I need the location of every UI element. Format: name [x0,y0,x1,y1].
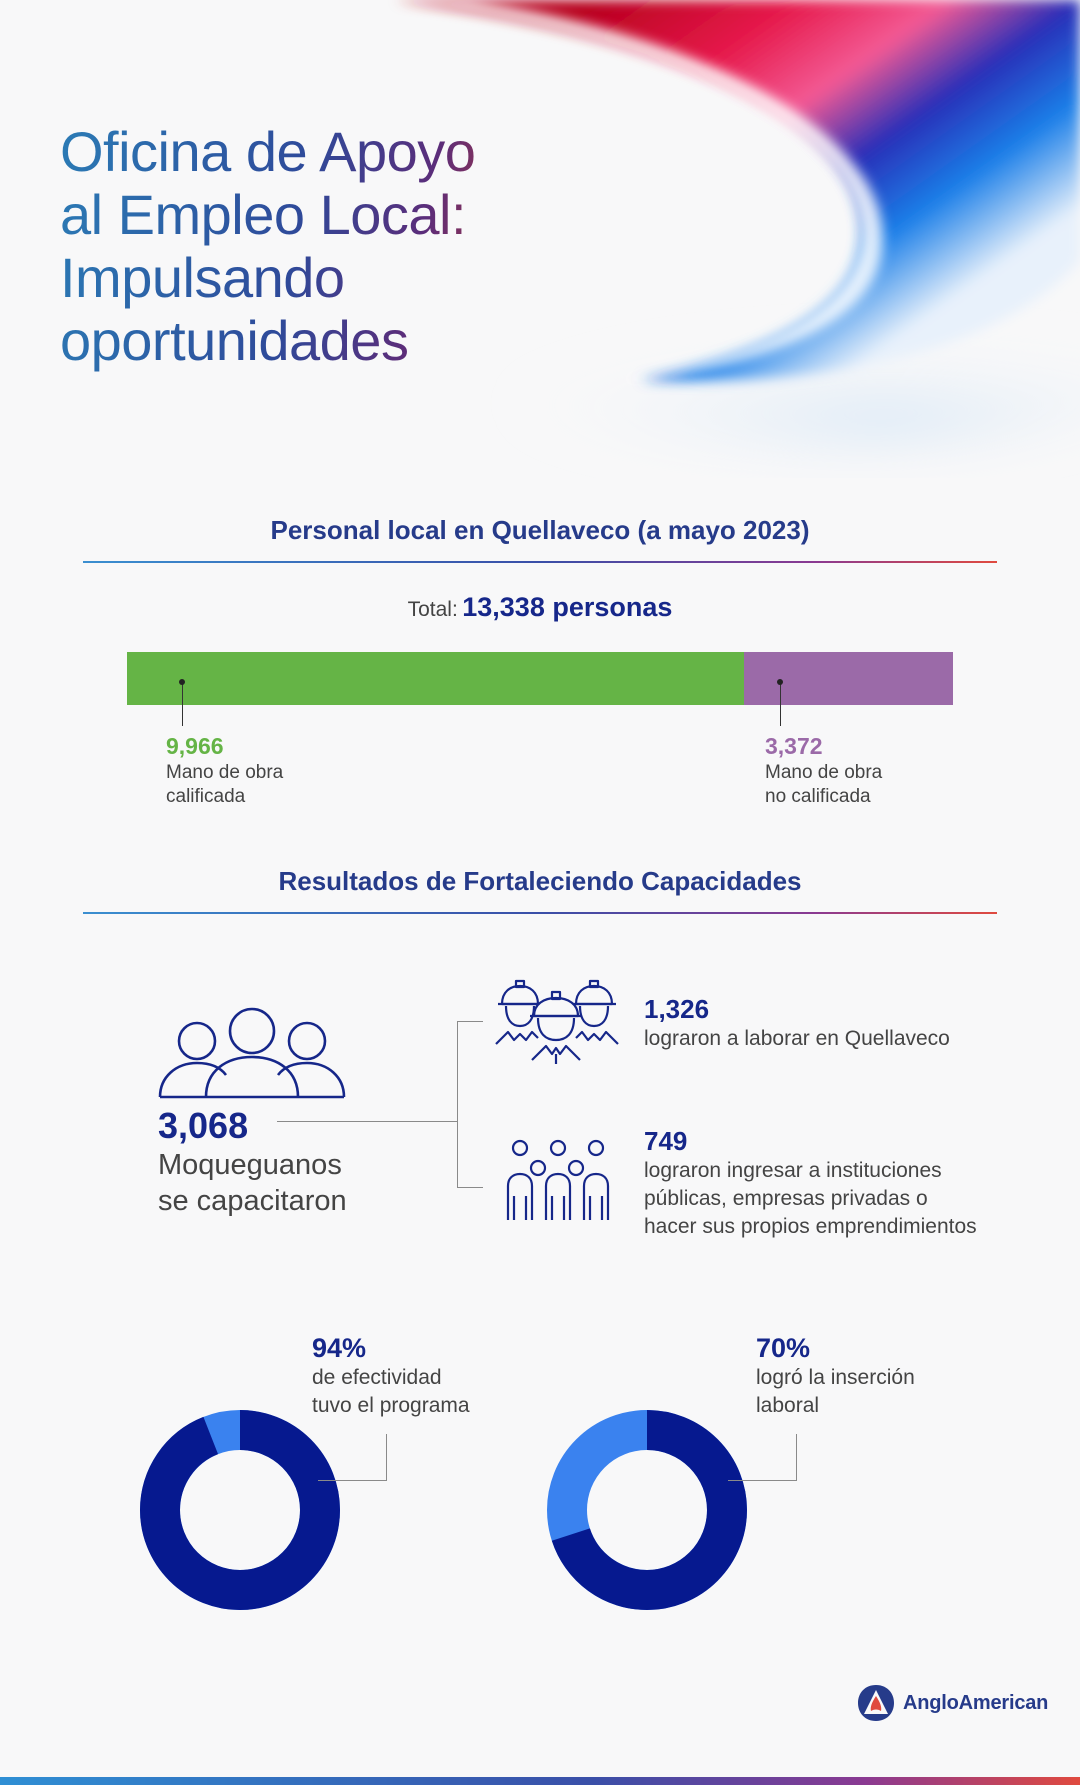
ingresaron-label [644,1157,977,1241]
bottom-gradient-bar [0,1777,1080,1785]
no-calificada-value: 3,372 [765,733,823,759]
insercion-label-line-1: logró la inserción [756,1366,915,1389]
efectividad-value: 94% [312,1333,367,1363]
title-line-3: Impulsando [60,246,345,309]
no-calificada-pointer-line [780,682,781,726]
total-value: 13,338 personas [462,592,673,622]
no-calificada-label [765,761,882,809]
capacitados-value: 3,068 [158,1105,249,1146]
insercion-value: 70% [756,1333,811,1363]
anglo-american-logo [855,1682,1048,1724]
capacitados-label [158,1147,347,1219]
capacitados-label-line-1: Moqueguanos [158,1149,342,1181]
total-line [0,592,1080,623]
calificada-label-line-1: Mano de obra [166,762,284,783]
title-line-1: Oficina de Apoyo [60,120,476,183]
efectividad-label [312,1364,470,1420]
efectividad-label-line-1: de efectividad [312,1366,442,1389]
donut-chart-efectividad [130,1400,350,1620]
donut-2-leader-horizontal [728,1480,796,1481]
ingresaron-value: 749 [644,1126,688,1156]
connector-bottom-branch [457,1187,483,1188]
donut-1-leader-horizontal [318,1480,386,1481]
insercion-label [756,1364,915,1420]
crowd-people-icon [502,1138,614,1222]
calificada-value: 9,966 [166,733,224,759]
anglo-american-logo-mark-icon [855,1682,897,1724]
ingresaron-label-line-1: lograron ingresar a instituciones [644,1159,942,1182]
donut-chart-insercion [537,1400,757,1620]
page-title [60,120,580,372]
ingresaron-label-line-2: públicas, empresas privadas o [644,1187,928,1210]
donut-2-leader-vertical [796,1434,797,1481]
donut-efectividad-value-arc [160,1430,320,1590]
bar-segment-calificada [127,652,744,705]
laboraron-value: 1,326 [644,994,710,1024]
insercion-label-line-2: laboral [756,1394,820,1417]
workers-helmet-icon [494,978,620,1066]
ingresaron-label-line-3: hacer sus propios emprendimientos [644,1215,977,1238]
no-calificada-label-line-1: Mano de obra [765,762,883,783]
personal-divider [83,561,997,563]
workforce-stacked-bar [127,652,953,705]
resultados-divider [83,912,997,914]
bar-segment-no-calificada [744,652,953,705]
title-line-4: oportunidades [60,309,409,372]
anglo-american-logo-text: AngloAmerican [903,1691,1049,1714]
calificada-pointer-dot [179,679,185,685]
no-calificada-pointer-dot [777,679,783,685]
total-label: Total: [407,598,458,621]
donut-1-leader-vertical [386,1434,387,1481]
no-calificada-label-line-2: no calificada [765,786,871,807]
resultados-heading: Resultados de Fortaleciendo Capacidades [278,866,802,896]
connector-horizontal [277,1121,457,1122]
capacitados-label-line-2: se capacitaron [158,1185,347,1217]
calificada-label [166,761,283,809]
calificada-label-line-2: calificada [166,786,246,807]
connector-vertical [457,1021,458,1188]
calificada-pointer-line [182,682,183,726]
title-line-2: al Empleo Local: [60,183,467,246]
connector-top-branch [457,1021,483,1022]
laboraron-label: lograron a laborar en Quellaveco [644,1027,950,1050]
people-group-icon [158,1005,346,1100]
personal-heading: Personal local en Quellaveco (a mayo 2023) [270,515,810,545]
efectividad-label-line-2: tuvo el programa [312,1394,470,1417]
